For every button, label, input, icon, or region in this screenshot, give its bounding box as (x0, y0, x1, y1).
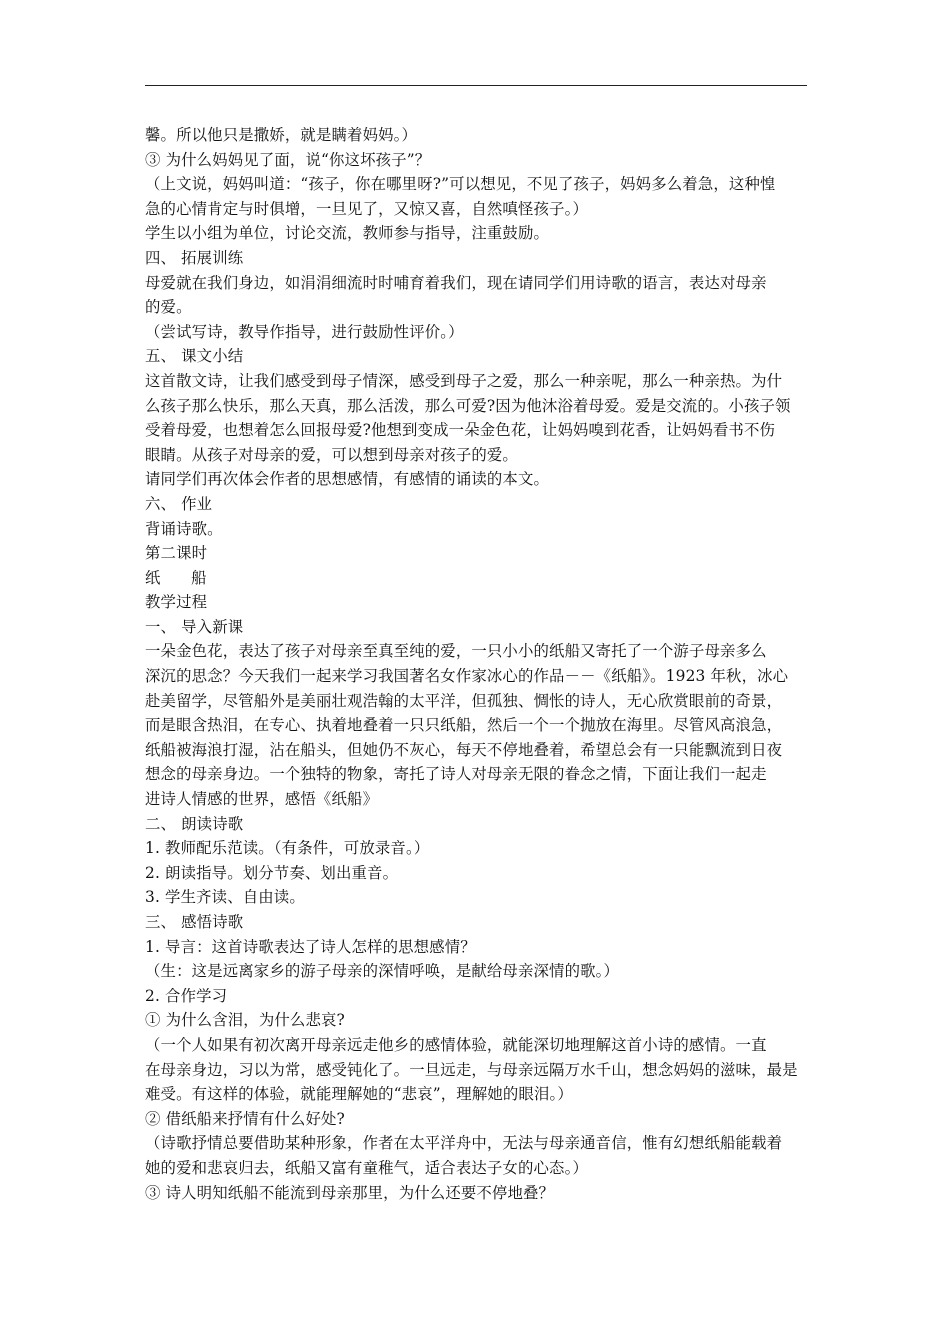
section-heading: 三、 感悟诗歌 (145, 913, 244, 931)
question-line: ① 为什么含泪，为什么悲哀? (145, 1011, 345, 1030)
text-line: 纸船被海浪打湿，沾在船头，但她仍不灰心，每天不停地叠着，希望总会有一只能飘流到日夜 (145, 740, 783, 759)
list-item: 1. 教师配乐范读。（有条件，可放录音。） (145, 839, 430, 858)
list-item: 2. 合作学习 (145, 986, 228, 1005)
text-line: 赴美留学，尽管船外是美丽壮观浩翰的太平洋，但孤独、惆怅的诗人，无心欣赏眼前的奇景， (145, 691, 783, 710)
list-item: 3. 学生齐读、自由读。 (145, 888, 305, 907)
text-line: 请同学们再次体会作者的思想感情，有感情的诵读的本文。 (145, 470, 550, 489)
question-line: ③ 诗人明知纸船不能流到母亲那里，为什么还要不停地叠？ (145, 1183, 555, 1202)
header-divider (145, 85, 807, 86)
text-line: 一朵金色花，表达了孩子对母亲至真至纯的爱，一只小小的纸船又寄托了一个游子母亲多么 (145, 642, 767, 661)
section-heading: 六、 作业 (145, 494, 213, 513)
text-line: 急的心情肯定与时俱增，一旦见了，又惊又喜，自然嗔怪孩子。） (145, 199, 588, 218)
list-item: 1. 导言：这首诗歌表达了诗人怎样的思想感情？ (145, 937, 476, 956)
question-line: ③ 为什么妈妈见了面，说“你这坏孩子”？ (145, 150, 431, 169)
section-heading: 二、 朗读诗歌 (145, 814, 244, 833)
text-line: 而是眼含热泪，在专心、执着地叠着一只只纸船，然后一个一个抛放在海里。尽管风高浪急， (145, 716, 783, 735)
section-heading: 四、 拓展训练 (145, 248, 244, 267)
document-page (145, 0, 807, 1344)
text-line: （尝试写诗，教导作指导，进行鼓励性评价。） (145, 322, 464, 341)
text-line: 深沉的思念？今天我们一起来学习我国著名女作家冰心的作品－－《纸船》。1923 年秋，冰心 (145, 667, 789, 686)
document-body (145, 123, 807, 1205)
text-line: （生：这是远离家乡的游子母亲的深情呼唤，是献给母亲深情的歌。） (145, 962, 620, 981)
text-line: （上文说，妈妈叫道：“孩子，你在哪里呀?”可以想见，不见了孩子，妈妈多么着急，这种惶 (145, 175, 776, 194)
text-line: 学生以小组为单位，讨论交流，教师参与指导，注重鼓励。 (145, 224, 550, 243)
section-heading: 五、 课文小结 (145, 347, 244, 366)
text-line: 进诗人情感的世界，感悟《纸船》 (145, 790, 379, 809)
text-line: 么孩子那么快乐，那么天真，那么活泼，那么可爱?因为他沐浴着母爱。爱是交流的。小孩子领 (145, 396, 791, 415)
text-line: 在母亲身边，习以为常，感受钝化了。一旦远走，与母亲远隔万水千山，想念妈妈的滋味，最是 (145, 1060, 798, 1079)
text-line: 背诵诗歌。 (145, 519, 223, 538)
subheading: 教学过程 (145, 593, 208, 612)
text-line: 这首散文诗，让我们感受到母子情深，感受到母子之爱，那么一种亲呢，那么一种亲热。为什 (145, 371, 783, 390)
text-line: 眼睛。从孩子对母亲的爱，可以想到母亲对孩子的爱。 (145, 445, 518, 464)
question-line: ② 借纸船来抒情有什么好处? (145, 1109, 345, 1128)
text-line: 她的爱和悲哀归去，纸船又富有童稚气，适合表达子女的心态。） (145, 1158, 588, 1177)
text-line: 想念的母亲身边。一个独特的物象，寄托了诗人对母亲无限的眷念之情，下面让我们一起走 (145, 765, 767, 784)
list-item: 2. 朗读指导。划分节奏、划出重音。 (145, 863, 399, 882)
text-line: （一个人如果有初次离开母亲远走他乡的感情体验，就能深切地理解这首小诗的感情。一直 (145, 1035, 767, 1054)
section-heading: 一、 导入新课 (145, 617, 244, 636)
text-line: （诗歌抒情总要借助某种形象，作者在太平洋舟中，无法与母亲通音信，惟有幻想纸船能载着 (145, 1134, 783, 1153)
text-line: 受着母爱，也想着怎么回报母爱?他想到变成一朵金色花，让妈妈嗅到花香，让妈妈看书不伤 (145, 421, 776, 440)
lesson-heading: 第二课时 (145, 544, 208, 563)
text-line: 的爱。 (145, 298, 192, 317)
lesson-title: 纸 船 (145, 568, 207, 587)
text-line: 难受。有这样的体验，就能理解她的“悲哀”，理解她的眼泪。） (145, 1085, 573, 1104)
text-line: 母爱就在我们身边，如涓涓细流时时哺育着我们，现在请同学们用诗歌的语言，表达对母亲 (145, 273, 767, 292)
text-line: 馨。所以他只是撒娇，就是瞒着妈妈。） (145, 126, 418, 144)
